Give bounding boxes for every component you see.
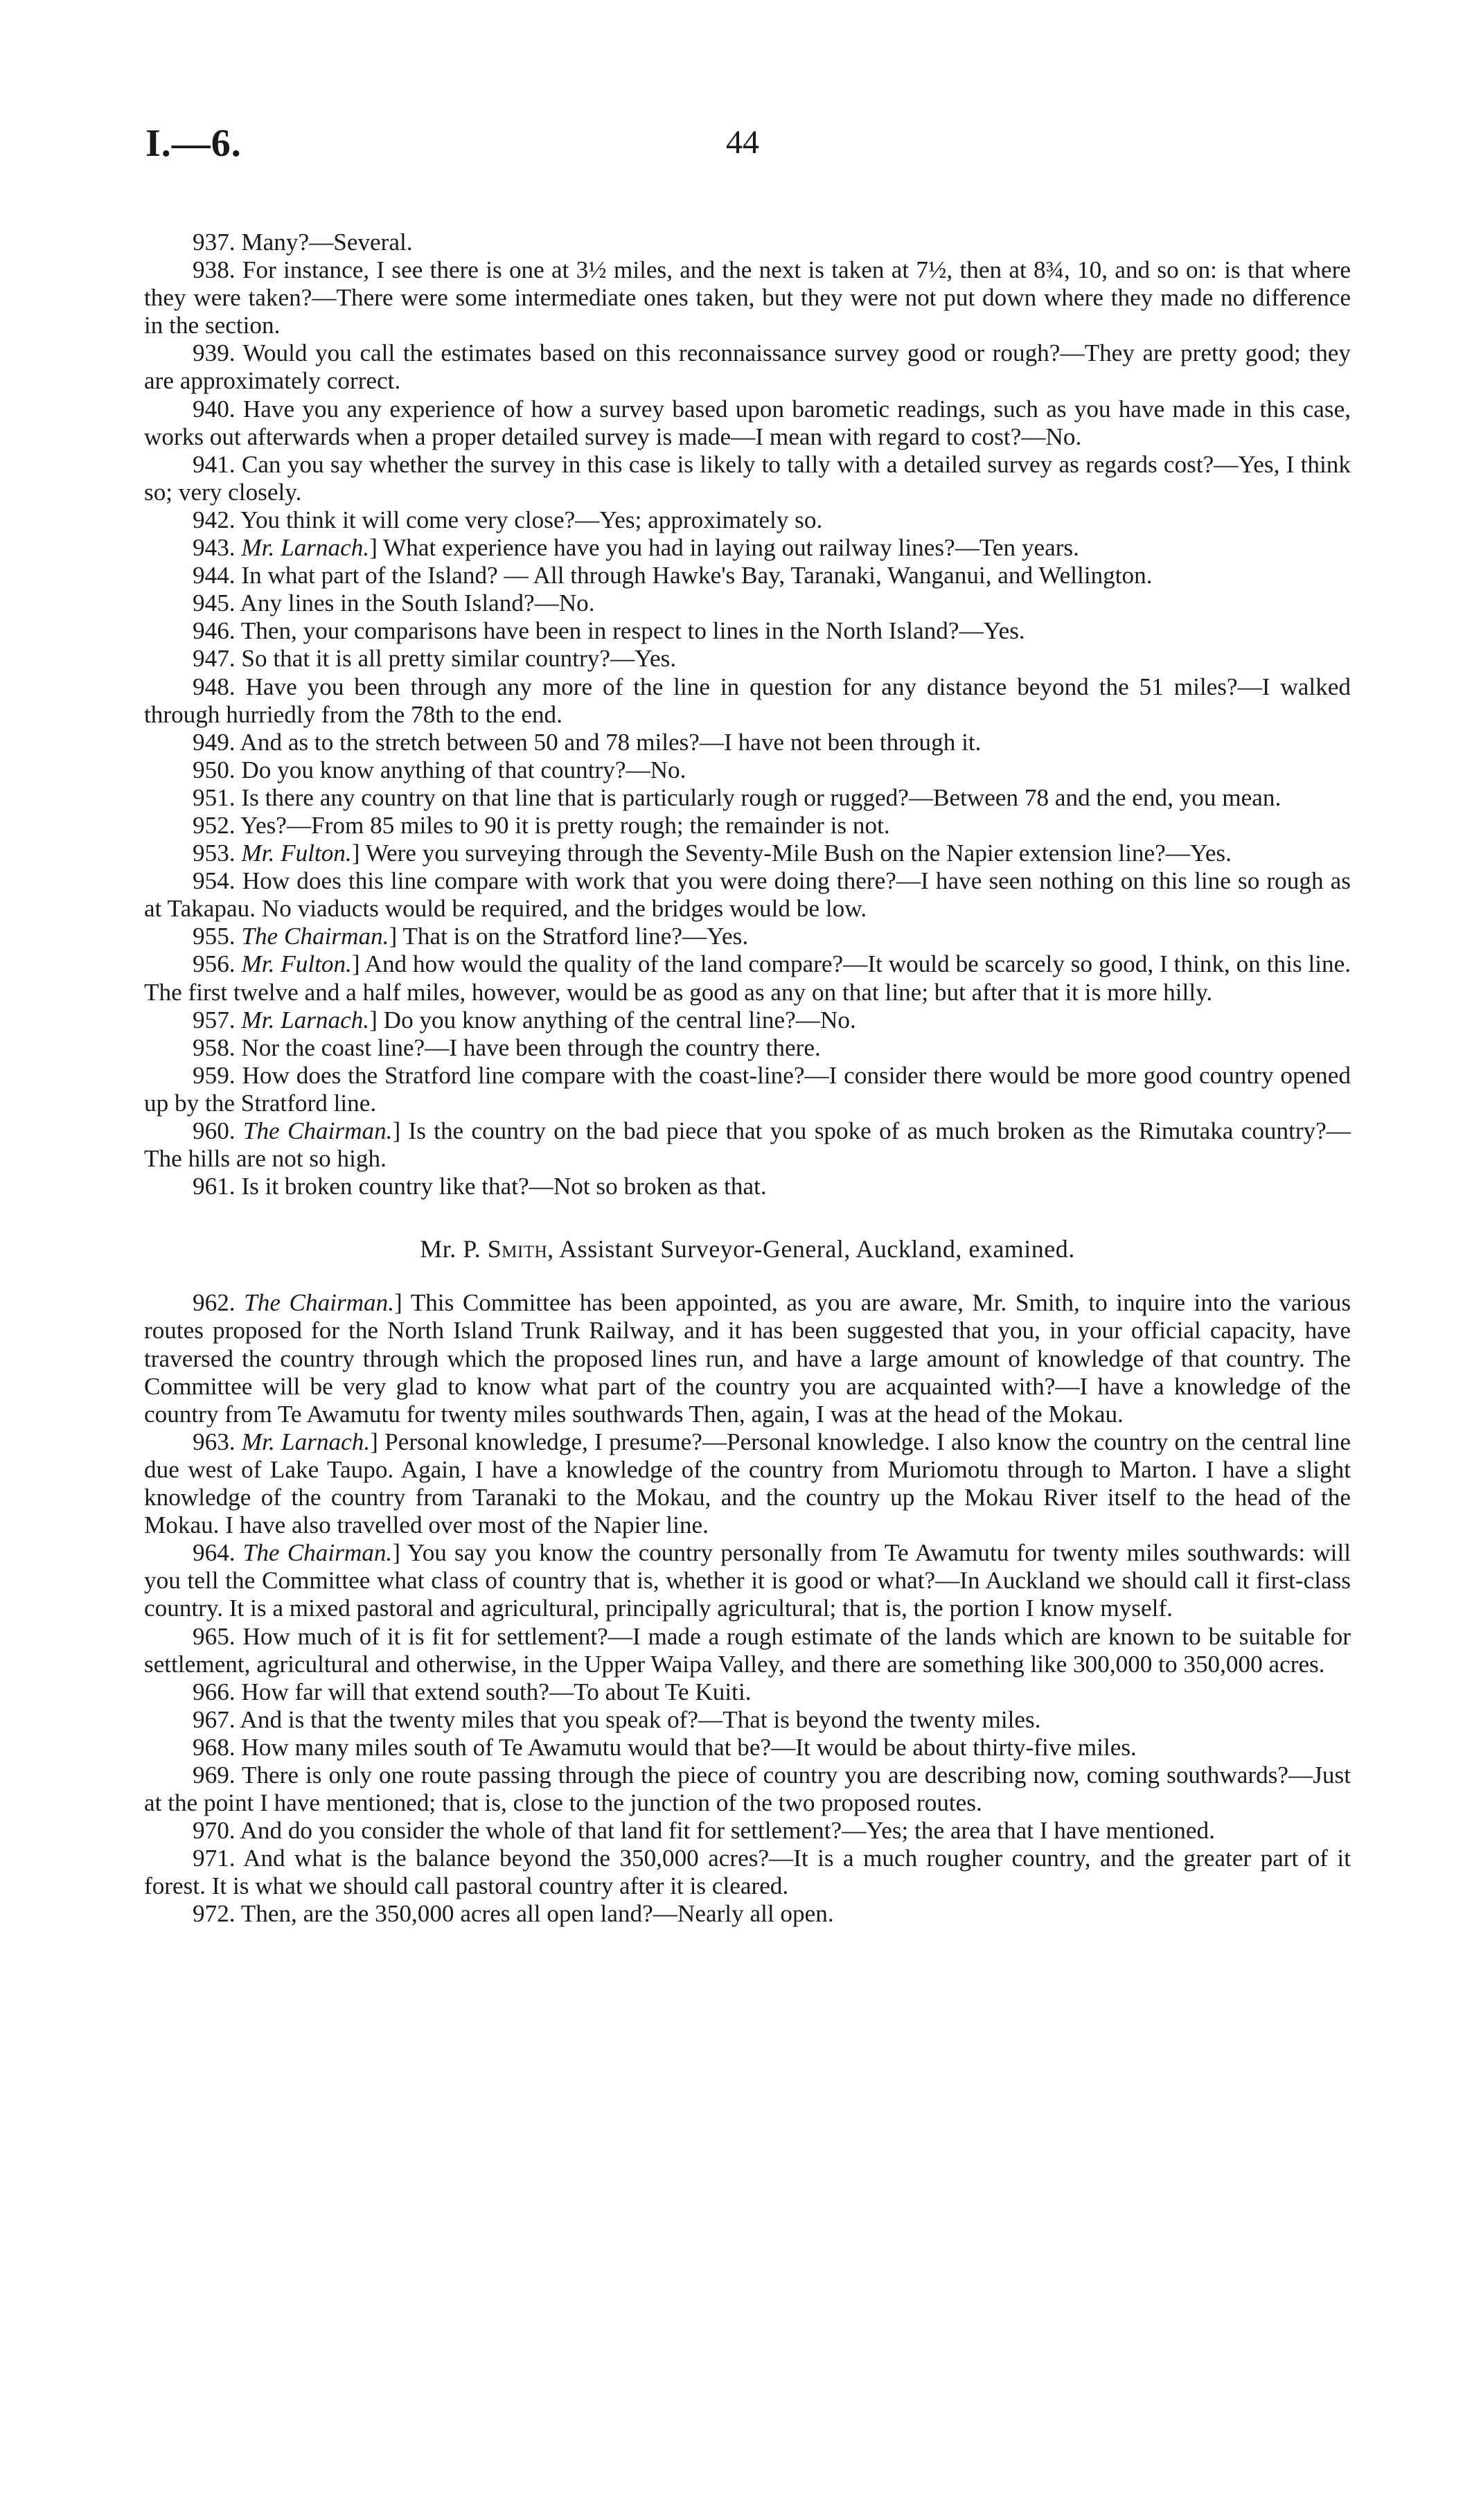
question-answer-paragraph: 948. Have you been through any more of the line in question for any distance beyond the 51 miles?—I walked through hurriedly from the 78th to the end. (144, 673, 1351, 728)
question-answer-paragraph: 965. How much of it is fit for settlement?—I made a rough estimate of the lands which are known to be suitable for settlement, agricultural and otherwise, in the Upper Waipa Valley, and there are something like 300,000 to 350,000 acres. (144, 1622, 1351, 1678)
question-answer-paragraph: 952. Yes?—From 85 miles to 90 it is pretty rough; the remainder is not. (193, 811, 890, 839)
speaker-name: The Chairman. (242, 1117, 393, 1144)
question-answer-paragraph: 956. Mr. Fulton.] And how would the quality of the land compare?—It would be scarcely so good, I think, on this line. The first twelve and a half miles, however, would be as good as any on that line; but after that it is more hilly. (144, 950, 1351, 1006)
question-answer-paragraph: 951. Is there any country on that line that is particularly rough or rugged?—Between 78 and the end, you mean. (193, 783, 1282, 811)
question-answer-paragraph: 944. In what part of the Island? — All through Hawke's Bay, Taranaki, Wanganui, and Wellington. (193, 562, 1153, 589)
question-answer-paragraph: 953. Mr. Fulton.] Were you surveying through the Seventy-Mile Bush on the Napier extension line?—Yes. (193, 840, 1232, 867)
question-answer-paragraph: 947. So that it is all pretty similar country?—Yes. (193, 645, 677, 673)
question-answer-paragraph: 950. Do you know anything of that country?—No. (193, 756, 686, 783)
question-answer-paragraph: 964. The Chairman.] You say you know the country personally from Te Awamutu for twenty miles southwards: will you tell the Committee what class of country that is, whether it is good or what?—In Auckland we should call it first-class country. It is a mixed pastoral and agricultural, principally agricultural; that is, the portion I know myself. (144, 1539, 1351, 1622)
witness-name: Smith (487, 1235, 548, 1263)
question-answer-paragraph: 937. Many?—Several. (193, 229, 413, 256)
question-answer-paragraph: 955. The Chairman.] That is on the Stratford line?—Yes. (193, 923, 749, 950)
question-answer-paragraph: 954. How does this line compare with work that you were doing there?—I have seen nothing on this line so rough as at Takapau. No viaducts would be required, and the bridges would be low. (144, 867, 1351, 923)
question-answer-paragraph: 968. How many miles south of Te Awamutu would that be?—It would be about thirty-five miles. (193, 1733, 1137, 1761)
question-answer-paragraph: 960. The Chairman.] Is the country on the bad piece that you spoke of as much broken as the Rimutaka country?—The hills are not so high. (144, 1117, 1351, 1173)
speaker-name: Mr. Fulton. (241, 950, 352, 978)
question-answer-paragraph: 969. There is only one route passing through the piece of country you are describing now, coming southwards?—Just at the point I have mentioned; that is, close to the junction of the two proposed routes. (144, 1761, 1351, 1817)
document-body (144, 229, 1351, 1928)
question-answer-paragraph: 940. Have you any experience of how a survey based upon barometic readings, such as you have made in this case, works out afterwards when a proper detailed survey is made—I mean with regard to cost?—No. (144, 395, 1351, 450)
speaker-name: The Chairman. (242, 1539, 393, 1567)
question-answer-paragraph: 958. Nor the coast line?—I have been through the country there. (193, 1033, 821, 1061)
question-answer-paragraph: 943. Mr. Larnach.] What experience have you had in laying out railway lines?—Ten years. (193, 534, 1079, 562)
question-answer-paragraph: 971. And what is the balance beyond the 350,000 acres?—It is a much rougher country, and the greater part of it forest. It is what we should call pastoral country after it is cleared. (144, 1845, 1351, 1900)
question-answer-paragraph: 967. And is that the twenty miles that you speak of?—That is beyond the twenty miles. (193, 1705, 1041, 1733)
question-answer-paragraph: 957. Mr. Larnach.] Do you know anything of the central line?—No. (193, 1006, 856, 1033)
question-answer-paragraph: 949. And as to the stretch between 50 and 78 miles?—I have not been through it. (193, 728, 982, 756)
question-answer-paragraph: 942. You think it will come very close?—Yes; approximately so. (193, 506, 823, 533)
testimony-part-1 (144, 229, 1351, 1200)
speaker-name: The Chairman. (244, 1289, 395, 1317)
question-answer-paragraph: 970. And do you consider the whole of that land fit for settlement?—Yes; the area that I have mentioned. (193, 1817, 1215, 1845)
speaker-name: Mr. Larnach. (241, 1006, 370, 1033)
section-heading (144, 1235, 1351, 1263)
speaker-name: Mr. Larnach. (241, 1428, 371, 1455)
document-code: I.—6. (145, 122, 242, 165)
question-answer-paragraph: 963. Mr. Larnach.] Personal knowledge, I presume?—Personal knowledge. I also know the country on the central line due west of Lake Taupo. Again, I have a knowledge of the country from Muriomotu through to Marton. I have a slight knowledge of the country from Taranaki to the Mokau, and the country up the Mokau River itself to the head of the Mokau. I have also travelled over most of the Napier line. (144, 1428, 1351, 1539)
speaker-name: Mr. Fulton. (241, 840, 352, 867)
speaker-name: The Chairman. (241, 923, 389, 950)
question-answer-paragraph: 941. Can you say whether the survey in this case is likely to tally with a detailed survey as regards cost?—Yes, I think so; very closely. (144, 450, 1351, 506)
speaker-name: Mr. Larnach. (241, 534, 370, 562)
heading-suffix: , Assistant Surveyor-General, Auckland, examined. (547, 1235, 1075, 1263)
question-answer-paragraph: 938. For instance, I see there is one at 3½ miles, and the next is taken at 7½, then at 8¾, 10, and so on: is that where they were taken?—There were some intermediate ones taken, but they were not put down where they made no difference in the section. (144, 256, 1351, 339)
question-answer-paragraph: 972. Then, are the 350,000 acres all open land?—Nearly all open. (193, 1900, 834, 1928)
question-answer-paragraph: 962. The Chairman.] This Committee has been appointed, as you are aware, Mr. Smith, to inquire into the various routes proposed for the North Island Trunk Railway, and it has been suggested that you, in your official capacity, have traversed the country through which the proposed lines run, and have a large amount of knowledge of that country. The Committee will be very glad to know what part of the country you are acquainted with?—I have a knowledge of the country from Te Awamutu for twenty miles southwards Then, again, I was at the head of the Mokau. (144, 1289, 1351, 1428)
heading-prefix: Mr. P. (420, 1235, 488, 1263)
question-answer-paragraph: 959. How does the Stratford line compare with the coast-line?—I consider there would be more good country opened up by the Stratford line. (144, 1061, 1351, 1117)
question-answer-paragraph: 966. How far will that extend south?—To about Te Kuiti. (193, 1678, 752, 1705)
page-number: 44 (726, 124, 759, 161)
question-answer-paragraph: 946. Then, your comparisons have been in respect to lines in the North Island?—Yes. (193, 617, 1025, 645)
question-answer-paragraph: 945. Any lines in the South Island?—No. (193, 589, 595, 617)
testimony-part-2 (144, 1289, 1351, 1928)
question-answer-paragraph: 939. Would you call the estimates based on this reconnaissance survey good or rough?—They are pretty good; they are approximately correct. (144, 339, 1351, 395)
question-answer-paragraph: 961. Is it broken country like that?—Not so broken as that. (193, 1173, 767, 1200)
